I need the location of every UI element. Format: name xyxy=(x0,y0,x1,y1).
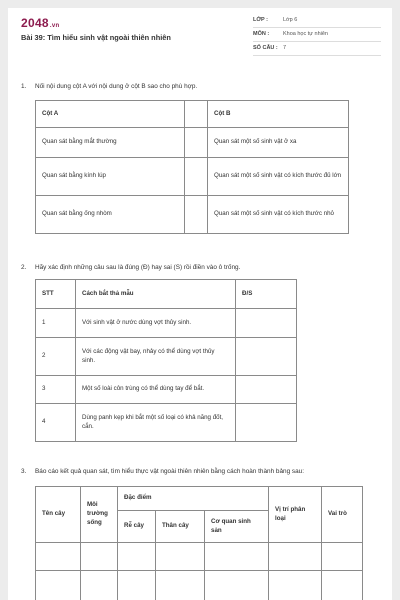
site-logo[interactable]: 2048.vn xyxy=(21,16,60,30)
divider xyxy=(253,41,381,42)
col-name-header: Tên cây xyxy=(36,487,81,543)
col-stt-header: STT xyxy=(36,280,76,309)
true-false-table xyxy=(35,279,297,442)
col-b-header: Cột B xyxy=(208,101,349,128)
question-2: 2. Hãy xác định những câu sau là đúng (Đ) hay sai (S) rồi điền vào ô trống. xyxy=(21,264,241,271)
divider xyxy=(253,55,381,56)
meta-class: LỚP : Lớp 6 xyxy=(253,17,298,23)
question-1: 1. Nối nội dung cột A với nội dung ở cột B sao cho phù hợp. xyxy=(21,83,198,90)
table-row: Quan sát bằng ống nhòm Quan sát một số sinh vật có kích thước nhỏ xyxy=(36,196,349,234)
answer-cell[interactable] xyxy=(236,309,297,338)
col-ds-header: Đ/S xyxy=(236,280,297,309)
meta-count: SỐ CÂU : 7 xyxy=(253,45,287,51)
table-row: 1 Với sinh vật ở nước dùng vợt thủy sinh. xyxy=(36,309,297,338)
col-features-header: Đặc điểm xyxy=(118,487,269,511)
table-row xyxy=(36,543,363,571)
col-a-header: Cột A xyxy=(36,101,185,128)
matching-table xyxy=(35,100,349,234)
table-row: 4 Dùng panh kẹp khi bắt một số loại có khả năng đốt, cắn. xyxy=(36,404,297,442)
blank-cell xyxy=(185,101,208,128)
worksheet-page xyxy=(8,8,392,600)
divider xyxy=(253,27,381,28)
page-title: Bài 39: Tìm hiểu sinh vật ngoài thiên nhiên xyxy=(21,33,171,42)
worksheet-header xyxy=(8,8,392,68)
table-row: 3 Một số loài côn trùng có thể dùng tay để bắt. xyxy=(36,376,297,404)
table-row: Quan sát bằng kính lúp Quan sát một số sinh vật có kích thước đủ lớn xyxy=(36,158,349,196)
col-repro-header: Cơ quan sinh sản xyxy=(205,511,269,543)
meta-subject: MÔN : Khoa học tự nhiên xyxy=(253,31,328,37)
col-method-header: Cách bắt thả mẫu xyxy=(76,280,236,309)
report-table xyxy=(35,486,363,600)
answer-cell[interactable] xyxy=(236,404,297,442)
col-role-header: Vai trò xyxy=(322,487,363,543)
table-row: 2 Với các động vật bay, nhảy có thể dùng vợt thủy sinh. xyxy=(36,338,297,376)
answer-cell[interactable] xyxy=(236,338,297,376)
col-location-header: Vị trí phân loại xyxy=(269,487,322,543)
col-stem-header: Thân cây xyxy=(156,511,205,543)
answer-cell[interactable] xyxy=(236,376,297,404)
col-env-header: Môi trường sống xyxy=(81,487,118,543)
question-3: 3. Báo cáo kết quả quan sát, tìm hiểu thực vật ngoài thiên nhiên bằng cách hoàn thành bảng sau: xyxy=(21,468,304,475)
col-root-header: Rễ cây xyxy=(118,511,156,543)
table-row xyxy=(36,571,363,600)
table-row: Quan sát bằng mắt thường Quan sát một số sinh vật ở xa xyxy=(36,128,349,158)
